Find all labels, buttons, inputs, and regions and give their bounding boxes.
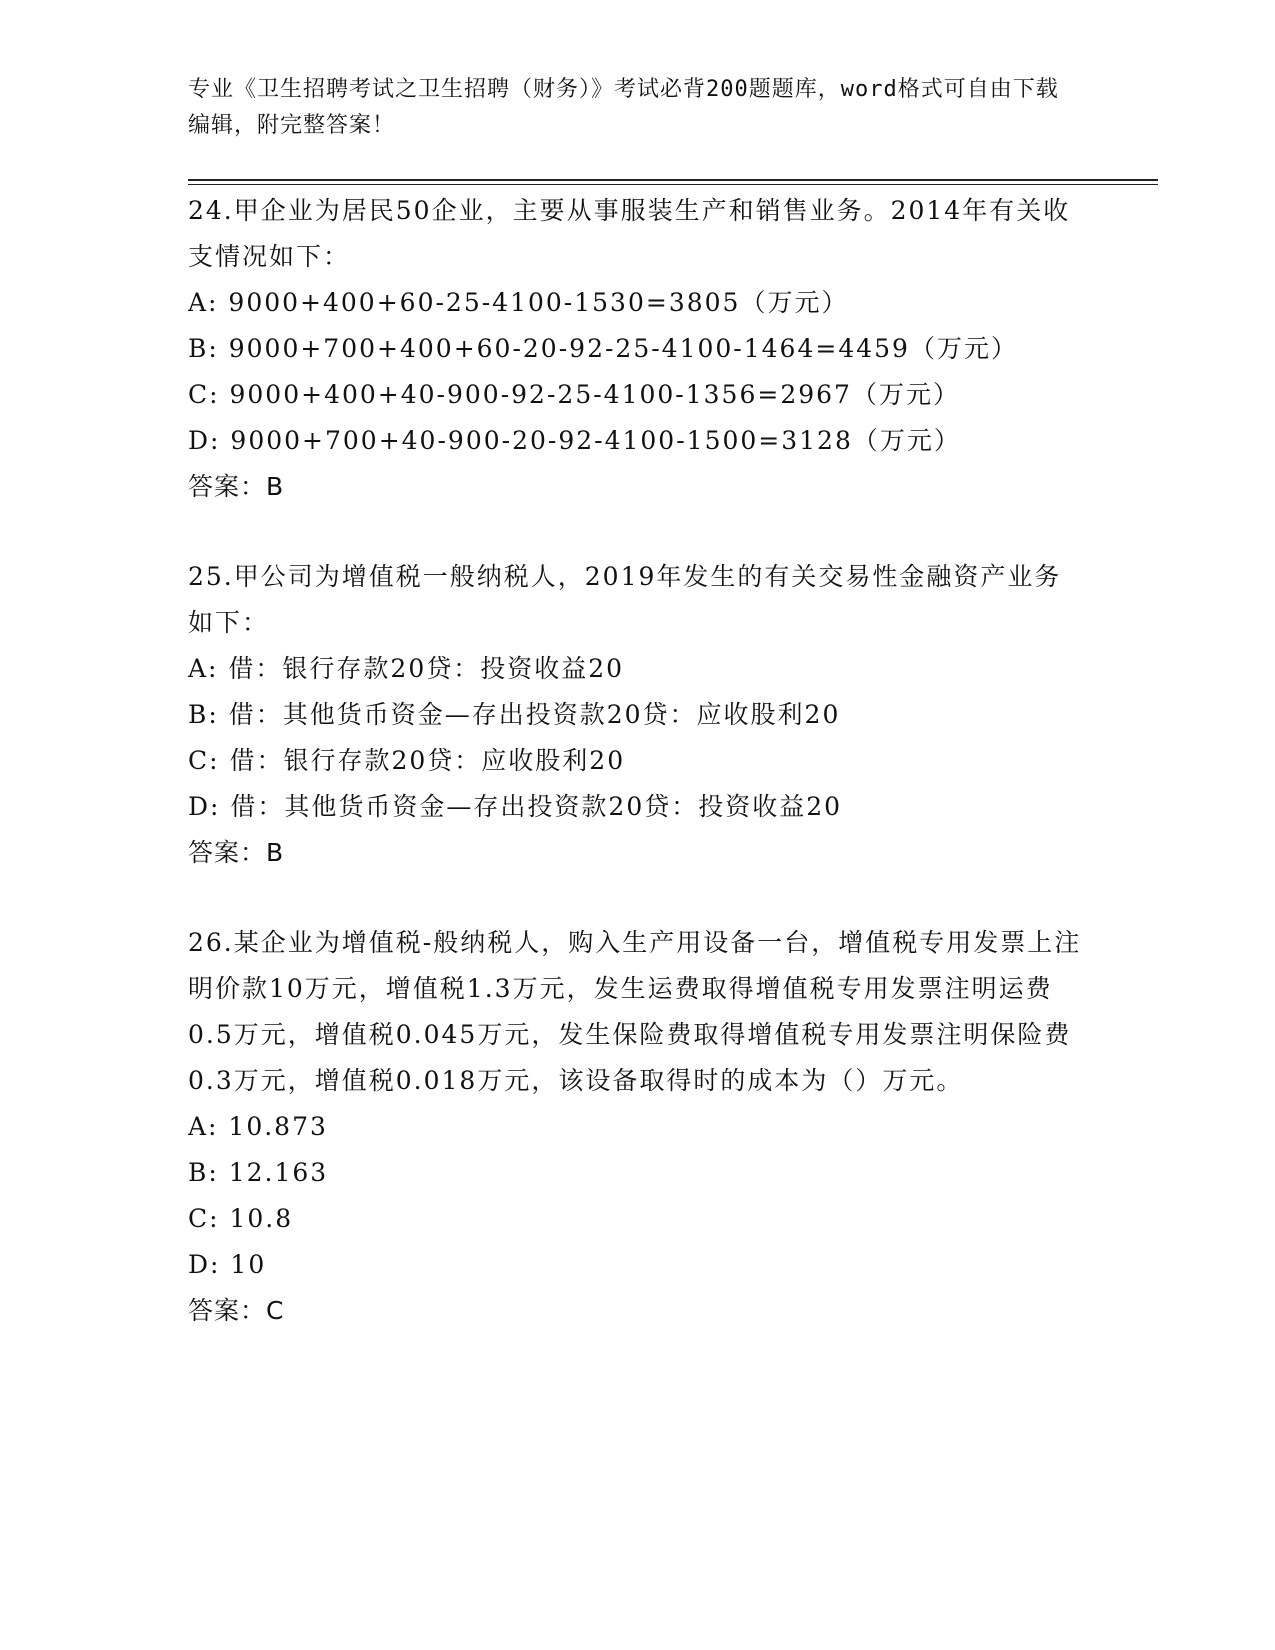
- option-d: D: 10: [188, 1250, 267, 1279]
- question-stem: 26.某企业为增值税-般纳税人，购入生产用设备一台，增值税专用发票上注明价款10万元，增值税1.3万元，发生运费取得增值税专用发票注明运费0.5万元，增值税0.045万元，发生保险费取得增值税专用发票注明保险费0.3万元，增值税0.018万元，该设备取得时的成本为（）万元。: [188, 928, 1082, 1095]
- option-c: C: 9000+400+40-900-92-25-4100-1356=2967（万元）: [188, 380, 960, 409]
- question-24: [188, 188, 1088, 510]
- option-a: A: 借：银行存款20贷：投资收益20: [188, 654, 625, 683]
- option-c: C: 借：银行存款20贷：应收股利20: [188, 746, 626, 775]
- question-25: [188, 554, 1088, 876]
- option-b: B: 9000+700+400+60-20-92-25-4100-1464=4459（万元）: [188, 334, 1018, 363]
- option-a: A: 9000+400+60-25-4100-1530=3805（万元）: [188, 288, 849, 317]
- document-header: 专业《卫生招聘考试之卫生招聘（财务）》考试必背200题题库，word格式可自由下载编辑，附完整答案！: [188, 77, 1059, 138]
- option-c: C: 10.8: [188, 1204, 294, 1233]
- option-b: B: 12.163: [188, 1158, 329, 1187]
- answer-label: 答案：B: [188, 838, 285, 867]
- option-d: D: 9000+700+40-900-20-92-4100-1500=3128（万元）: [188, 426, 961, 455]
- question-26: [188, 920, 1088, 1334]
- option-b: B: 借：其他货币资金—存出投资款20贷：应收股利20: [188, 700, 841, 729]
- answer-label: 答案：B: [188, 472, 285, 501]
- header-rule-thin: [188, 184, 1158, 185]
- question-stem: 24.甲企业为居民50企业，主要从事服装生产和销售业务。2014年有关收支情况如下：: [188, 196, 1071, 271]
- question-stem: 25.甲公司为增值税一般纳税人，2019年发生的有关交易性金融资产业务如下：: [188, 562, 1062, 637]
- option-d: D: 借：其他货币资金—存出投资款20贷：投资收益20: [188, 792, 843, 821]
- header-rule-thick: [188, 179, 1158, 181]
- answer-label: 答案：C: [188, 1296, 285, 1325]
- option-a: A: 10.873: [188, 1112, 328, 1141]
